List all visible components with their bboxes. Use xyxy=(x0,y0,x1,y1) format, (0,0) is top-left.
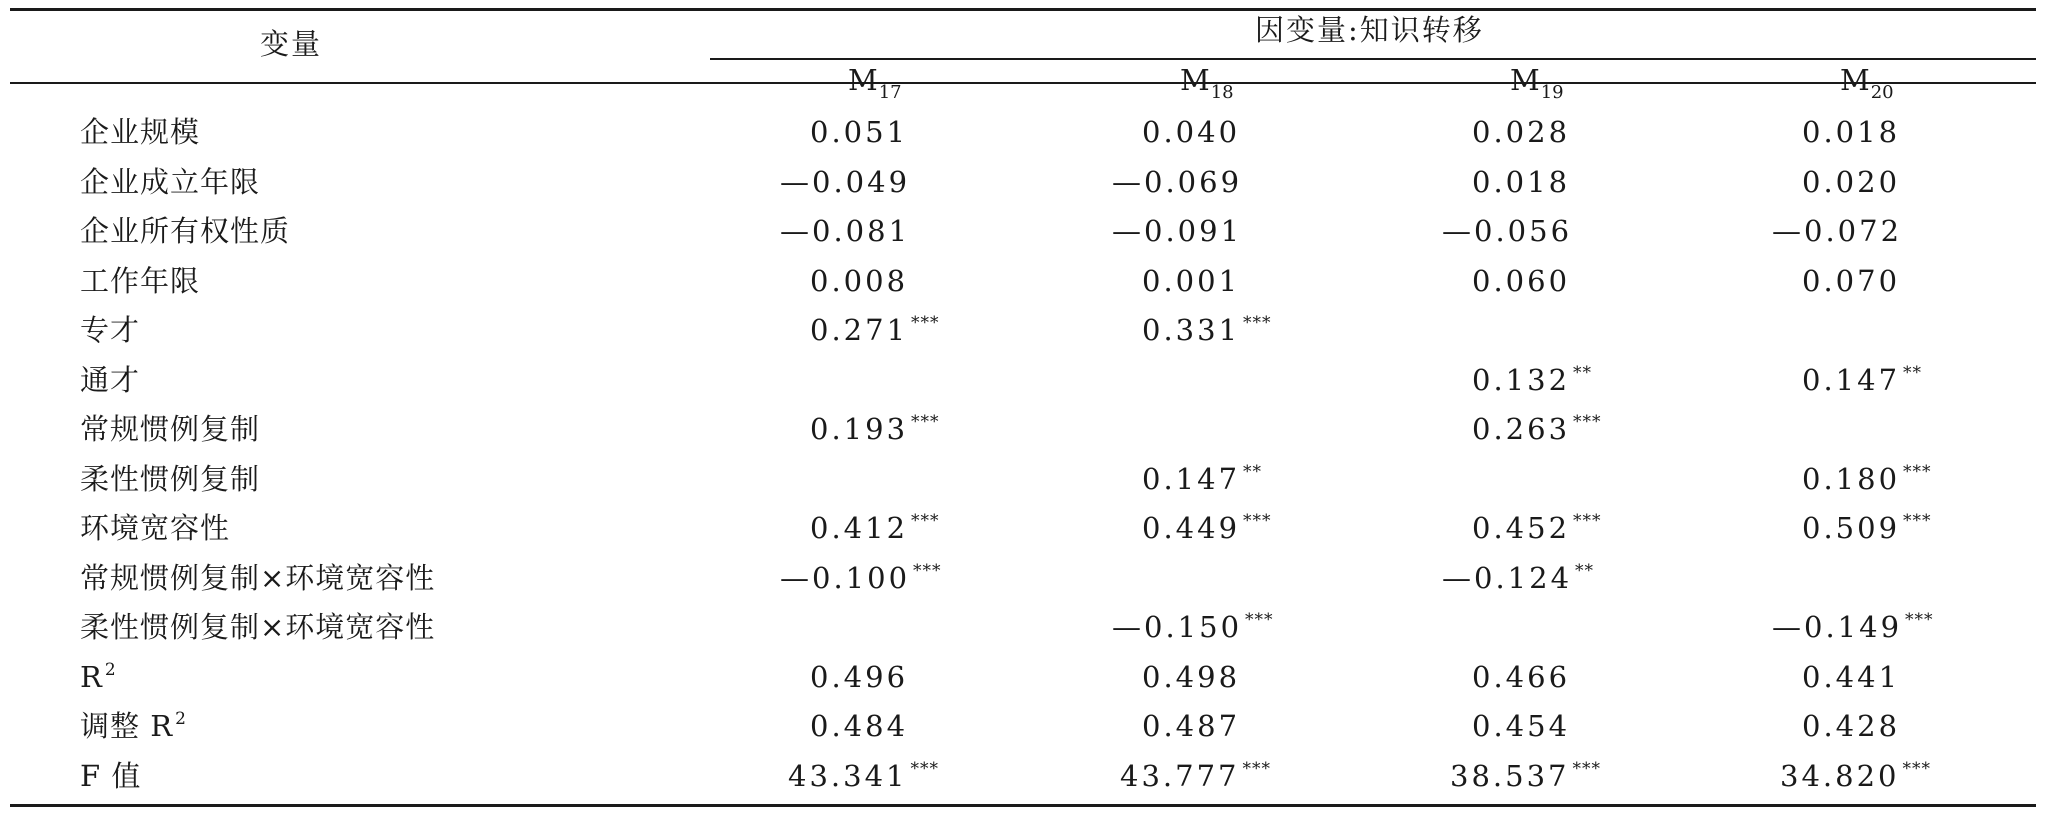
top-rule xyxy=(10,8,2036,11)
table-cell xyxy=(1472,115,1571,149)
cell-value: 0.020 xyxy=(1802,165,1901,199)
table-cell xyxy=(1802,709,1901,743)
row-label xyxy=(80,610,436,644)
cell-value: —0.081 xyxy=(780,214,911,248)
bottom-rule xyxy=(10,804,2036,807)
row-label-text: 企业所有权性质 xyxy=(80,214,291,248)
model-subscript: 17 xyxy=(878,82,902,103)
row-label xyxy=(80,214,291,248)
cell-value: 0.018 xyxy=(1472,165,1571,199)
cell-value: —0.150 xyxy=(1112,610,1243,644)
row-label-text: 常规惯例复制 xyxy=(80,412,261,446)
significance-mark: ** xyxy=(1573,363,1593,383)
header-variable: 变量 xyxy=(260,27,323,61)
model-base: M xyxy=(1510,63,1540,97)
row-label-text: 常规惯例复制×环境宽容性 xyxy=(80,561,436,595)
table-cell xyxy=(1120,759,1271,793)
model-subscript: 19 xyxy=(1540,82,1564,103)
significance-mark: *** xyxy=(911,412,940,432)
significance-mark: *** xyxy=(910,759,939,779)
cell-value: —0.069 xyxy=(1112,165,1243,199)
table-cell xyxy=(1472,660,1571,694)
cell-value: 0.498 xyxy=(1142,660,1241,694)
significance-mark: *** xyxy=(1573,511,1602,531)
table-cell xyxy=(1442,561,1595,595)
header-bottom-rule xyxy=(10,82,2036,84)
row-label-text: 调整 R xyxy=(80,709,174,743)
cell-value: 0.132 xyxy=(1472,363,1571,397)
significance-mark: *** xyxy=(1903,462,1932,482)
table-cell xyxy=(1472,412,1602,446)
model-header-2 xyxy=(1180,63,1234,103)
cell-value: 0.452 xyxy=(1472,511,1571,545)
row-label xyxy=(80,363,141,397)
model-header-4 xyxy=(1840,63,1894,103)
significance-mark: ** xyxy=(1243,462,1263,482)
row-label-text: 柔性惯例复制×环境宽容性 xyxy=(80,610,436,644)
significance-mark: *** xyxy=(911,313,940,333)
cell-value: 0.412 xyxy=(810,511,909,545)
row-label xyxy=(80,462,261,496)
row-label xyxy=(80,511,231,545)
significance-mark: *** xyxy=(911,511,940,531)
row-label-text: 专才 xyxy=(80,313,141,347)
row-label-superscript: 2 xyxy=(104,660,117,680)
table-cell xyxy=(1142,660,1241,694)
table-cell xyxy=(780,214,911,248)
row-label xyxy=(80,759,142,793)
row-label-text: 通才 xyxy=(80,363,141,397)
row-label xyxy=(80,561,436,595)
significance-mark: *** xyxy=(1573,412,1602,432)
cell-value: 0.193 xyxy=(810,412,909,446)
cell-value: 0.454 xyxy=(1472,709,1571,743)
row-label-text: 柔性惯例复制 xyxy=(80,462,261,496)
table-cell xyxy=(810,115,909,149)
table-cell xyxy=(1442,214,1573,248)
table-cell xyxy=(788,759,939,793)
cell-value: —0.072 xyxy=(1772,214,1903,248)
cell-value: 0.008 xyxy=(810,264,909,298)
table-cell xyxy=(1142,511,1272,545)
cell-value: 0.466 xyxy=(1472,660,1571,694)
cell-value: 0.147 xyxy=(1142,462,1241,496)
significance-mark: *** xyxy=(1242,759,1271,779)
table-cell xyxy=(810,660,909,694)
table-cell xyxy=(1142,115,1241,149)
cell-value: 0.180 xyxy=(1802,462,1901,496)
model-base: M xyxy=(848,63,878,97)
table-cell xyxy=(1472,264,1571,298)
table-cell xyxy=(1112,214,1243,248)
cell-value: 0.060 xyxy=(1472,264,1571,298)
model-header-3 xyxy=(1510,63,1564,103)
table-cell xyxy=(1450,759,1601,793)
table-cell xyxy=(1802,511,1932,545)
row-label-text: 工作年限 xyxy=(80,264,201,298)
table-cell xyxy=(1472,165,1571,199)
cell-value: —0.124 xyxy=(1442,561,1573,595)
cell-value: 0.263 xyxy=(1472,412,1571,446)
cell-value: 0.028 xyxy=(1472,115,1571,149)
cell-value: 0.331 xyxy=(1142,313,1241,347)
model-subscript: 20 xyxy=(1870,82,1894,103)
header-dependent: 因变量:知识转移 xyxy=(1255,13,1484,47)
row-label xyxy=(80,313,141,347)
row-label-text: 企业规模 xyxy=(80,115,201,149)
table-cell xyxy=(1802,660,1901,694)
table-cell xyxy=(1472,363,1593,397)
cell-value: 38.537 xyxy=(1450,759,1570,793)
significance-mark: *** xyxy=(1243,313,1272,333)
cell-value: 0.271 xyxy=(810,313,909,347)
cell-value: 0.484 xyxy=(810,709,909,743)
significance-mark: ** xyxy=(1903,363,1923,383)
table-cell xyxy=(1472,511,1602,545)
row-label-text: 环境宽容性 xyxy=(80,511,231,545)
table-cell xyxy=(810,511,940,545)
significance-mark: ** xyxy=(1575,561,1595,581)
table-cell xyxy=(1472,709,1571,743)
significance-mark: *** xyxy=(1572,759,1601,779)
table-cell xyxy=(1142,462,1263,496)
cell-value: —0.100 xyxy=(780,561,911,595)
row-label xyxy=(80,660,117,694)
row-label xyxy=(80,264,201,298)
row-label-text: R xyxy=(80,660,103,694)
row-label-text: F 值 xyxy=(80,759,142,793)
significance-mark: *** xyxy=(1245,610,1274,630)
table-cell xyxy=(780,165,911,199)
table-cell xyxy=(1112,610,1274,644)
table-cell xyxy=(1802,165,1901,199)
row-label xyxy=(80,412,261,446)
model-base: M xyxy=(1180,63,1210,97)
table-cell xyxy=(1802,462,1932,496)
table-cell xyxy=(810,412,940,446)
table-cell xyxy=(1772,214,1903,248)
model-header-1 xyxy=(848,63,902,103)
cell-value: —0.091 xyxy=(1112,214,1243,248)
model-base: M xyxy=(1840,63,1870,97)
table-cell xyxy=(1802,115,1901,149)
cell-value: 0.441 xyxy=(1802,660,1901,694)
cell-value: 0.001 xyxy=(1142,264,1241,298)
table-cell xyxy=(780,561,942,595)
row-label-text: 企业成立年限 xyxy=(80,165,261,199)
cell-value: —0.149 xyxy=(1772,610,1903,644)
cell-value: 0.051 xyxy=(810,115,909,149)
regression-table xyxy=(10,0,2036,816)
table-cell xyxy=(810,313,940,347)
cell-value: 0.428 xyxy=(1802,709,1901,743)
table-cell xyxy=(810,709,909,743)
table-cell xyxy=(1142,313,1272,347)
cell-value: —0.049 xyxy=(780,165,911,199)
significance-mark: *** xyxy=(1903,511,1932,531)
cell-value: 34.820 xyxy=(1780,759,1900,793)
cell-value: 0.018 xyxy=(1802,115,1901,149)
table-cell xyxy=(1142,709,1241,743)
cell-value: 0.487 xyxy=(1142,709,1241,743)
table-cell xyxy=(1142,264,1241,298)
cell-value: 0.509 xyxy=(1802,511,1901,545)
cell-value: —0.056 xyxy=(1442,214,1573,248)
significance-mark: *** xyxy=(1902,759,1931,779)
row-label-superscript: 2 xyxy=(175,709,187,729)
significance-mark: *** xyxy=(1905,610,1934,630)
significance-mark: *** xyxy=(913,561,942,581)
table-cell xyxy=(810,264,909,298)
table-cell xyxy=(1772,610,1934,644)
model-subscript: 18 xyxy=(1210,82,1234,103)
significance-mark: *** xyxy=(1243,511,1272,531)
table-cell xyxy=(1802,264,1901,298)
cell-value: 43.777 xyxy=(1120,759,1240,793)
table-cell xyxy=(1780,759,1931,793)
cell-value: 0.496 xyxy=(810,660,909,694)
cell-value: 0.040 xyxy=(1142,115,1241,149)
cell-value: 0.070 xyxy=(1802,264,1901,298)
cell-value: 0.449 xyxy=(1142,511,1241,545)
row-label xyxy=(80,165,261,199)
row-label xyxy=(80,709,187,743)
table-cell xyxy=(1802,363,1923,397)
row-label xyxy=(80,115,201,149)
header-partial-rule xyxy=(710,58,2036,60)
cell-value: 0.147 xyxy=(1802,363,1901,397)
table-cell xyxy=(1112,165,1243,199)
cell-value: 43.341 xyxy=(788,759,908,793)
